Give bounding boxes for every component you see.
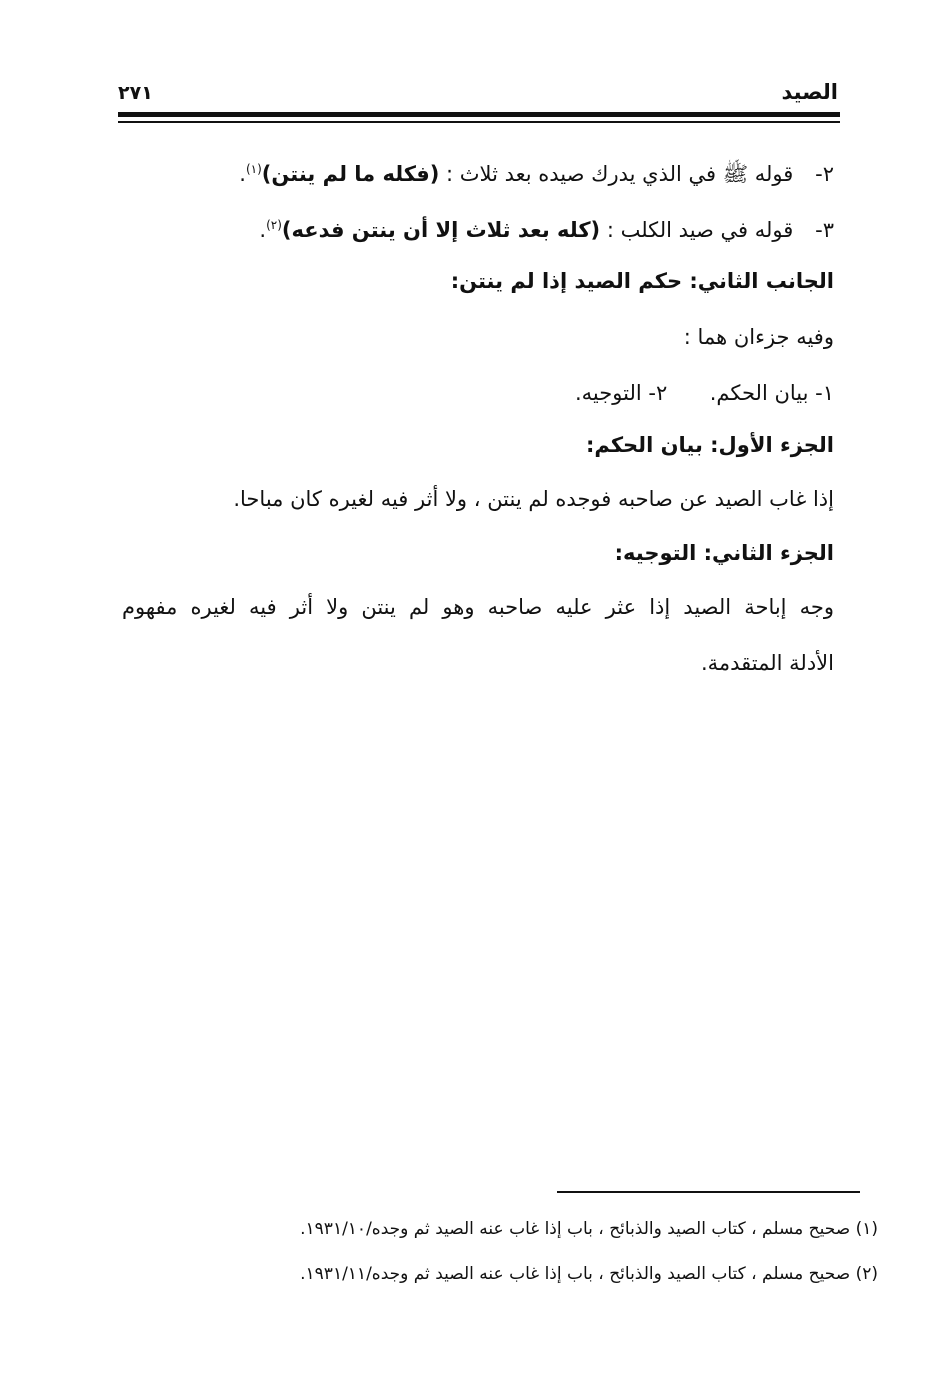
subheading-ruling: الجزء الأول: بيان الحكم:: [585, 433, 834, 457]
hadith-quote: (فكله ما لم ينتن): [261, 162, 440, 186]
parts-list: [360, 378, 834, 408]
list-item-2: [239, 154, 834, 189]
item-end: .: [259, 218, 267, 242]
item-end: .: [239, 162, 246, 186]
ruling-paragraph: إذا غاب الصيد عن صاحبه فوجده لم ينتن ، ولا أثر فيه لغيره كان مباحا.: [233, 487, 834, 511]
running-title: الصيد: [781, 80, 838, 104]
item-number: ٢-: [815, 162, 834, 186]
footnote-separator: [557, 1191, 860, 1193]
item-text: قوله في صيد الكلب :: [606, 218, 794, 242]
header-rule-thin: [118, 121, 840, 123]
footnote-2: (٢) صحيح مسلم ، كتاب الصيد والذبائح ، باب إذا غاب عنه الصيد ثم وجده/١٩٣١/١١.: [300, 1264, 878, 1284]
item-number: ٣-: [815, 218, 834, 242]
intro-paragraph: وفيه جزءان هما :: [683, 325, 834, 349]
part-item-1: ١- بيان الحكم.: [709, 381, 834, 405]
item-text: قوله ﷺ في الذي يدرك صيده بعد ثلاث :: [446, 162, 794, 186]
page-header: [118, 80, 838, 110]
section-heading: الجانب الثاني: حكم الصيد إذا لم ينتن:: [450, 269, 834, 293]
header-rule-thick: [118, 112, 840, 117]
footnote-ref: (٢): [266, 218, 282, 232]
page-number: ٢٧١: [118, 82, 153, 104]
footnote-ref: (١): [245, 162, 262, 176]
part-item-2: ٢- التوجيه.: [575, 381, 668, 405]
hadith-quote: (كله بعد ثلاث إلا أن ينتن فدعه): [281, 218, 601, 242]
list-item-3: [259, 210, 834, 245]
subheading-reasoning: الجزء الثاني: التوجيه:: [614, 541, 834, 565]
reasoning-line-1: وجه إباحة الصيد إذا عثر عليه صاحبه وهو لم ينتن ولا أثر فيه لغيره مفهوم: [122, 595, 834, 619]
footnote-1: (١) صحيح مسلم ، كتاب الصيد والذبائح ، باب إذا غاب عنه الصيد ثم وجده/١٩٣١/١٠.: [300, 1219, 878, 1239]
reasoning-line-2: الأدلة المتقدمة.: [700, 651, 834, 675]
